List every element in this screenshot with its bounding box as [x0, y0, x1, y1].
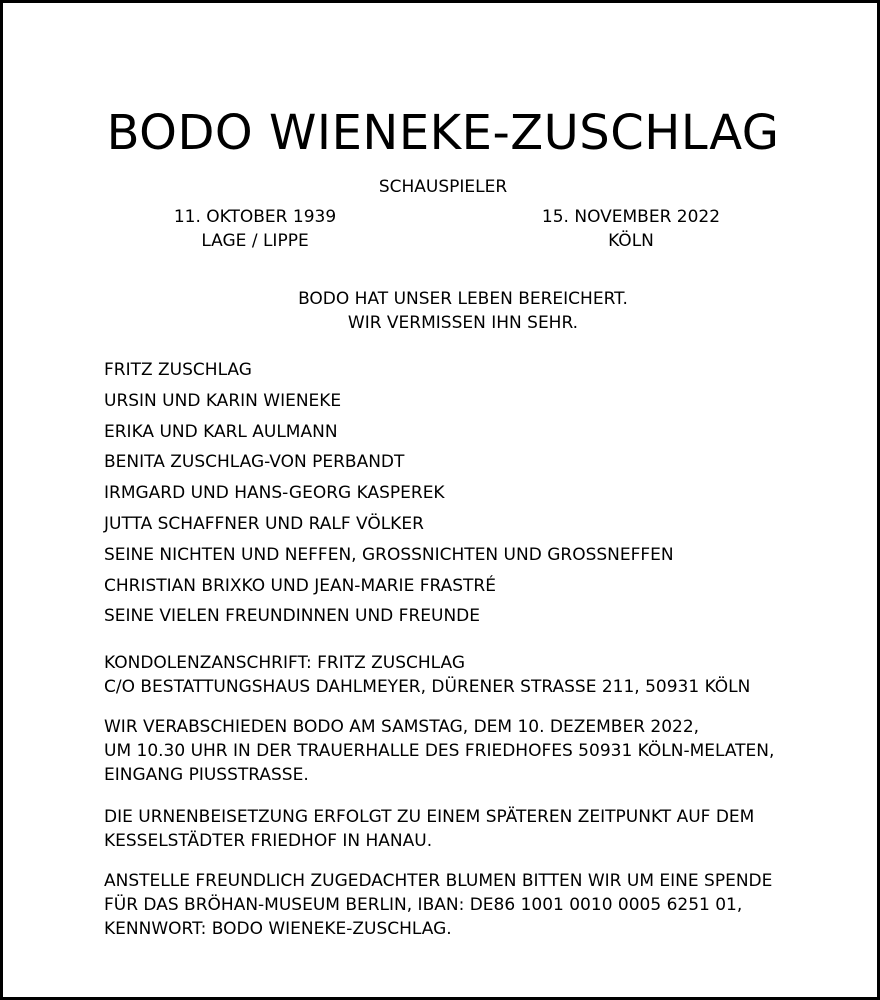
text-line: C/O BESTATTUNGSHAUS DAHLMEYER, DÜRENER STRASSE 211, 50931 KÖLN	[104, 677, 751, 697]
mourner: FRITZ ZUSCHLAG	[104, 360, 252, 380]
birth-date: 11. OKTOBER 1939	[173, 207, 337, 227]
birth-info	[105, 205, 405, 253]
birth-place: LAGE / LIPPE	[201, 231, 309, 251]
text-line: KONDOLENZANSCHRIFT: FRITZ ZUSCHLAG	[104, 653, 466, 673]
mourner: ERIKA UND KARL AULMANN	[104, 421, 338, 442]
donation-info	[104, 869, 824, 941]
burial-info	[104, 805, 824, 853]
quote-line: BODO HAT UNSER LEBEN BEREICHERT.	[298, 289, 628, 309]
farewell-info	[104, 715, 824, 787]
mourner: IRMGARD UND HANS-GEORG KASPEREK	[104, 483, 445, 504]
mourner: CHRISTIAN BRIXKO UND JEAN-MARIE FRASTRÉ	[104, 575, 496, 596]
profession: SCHAUSPIELER	[378, 177, 508, 197]
mourners-list	[104, 355, 824, 632]
condolence-address	[104, 651, 824, 699]
text-line: UM 10.30 UHR IN DER TRAUERHALLE DES FRIEDHOFES 50931 KÖLN-MELATEN,	[104, 741, 775, 761]
death-place: KÖLN	[608, 231, 654, 251]
text-line: EINGANG PIUSSTRASSE.	[104, 765, 309, 785]
text-line: KESSELSTÄDTER FRIEDHOF IN HANAU.	[104, 831, 433, 851]
text-line: WIR VERABSCHIEDEN BODO AM SAMSTAG, DEM 10. DEZEMBER 2022,	[104, 717, 700, 737]
mourner: JUTTA SCHAFFNER UND RALF VÖLKER	[104, 513, 424, 534]
quote	[3, 287, 880, 335]
text-line: KENNWORT: BODO WIENEKE-ZUSCHLAG.	[104, 919, 452, 939]
text-line: ANSTELLE FREUNDLICH ZUGEDACHTER BLUMEN BITTEN WIR UM EINE SPENDE	[104, 871, 773, 891]
text-line: FÜR DAS BRÖHAN-MUSEUM BERLIN, IBAN: DE86 1001 0010 0005 6251 01,	[104, 895, 743, 915]
mourner: SEINE VIELEN FREUNDINNEN UND FREUNDE	[104, 606, 480, 627]
quote-line: WIR VERMISSEN IHN SEHR.	[347, 313, 579, 333]
mourner: URSIN UND KARIN WIENEKE	[104, 390, 342, 411]
deceased-name: BODO WIENEKE-ZUSCHLAG	[106, 105, 780, 161]
death-info	[481, 205, 781, 253]
death-date: 15. NOVEMBER 2022	[541, 207, 721, 227]
text-line: DIE URNENBEISETZUNG ERFOLGT ZU EINEM SPÄTEREN ZEITPUNKT AUF DEM	[104, 807, 755, 827]
mourner: BENITA ZUSCHLAG-VON PERBANDT	[104, 452, 405, 473]
mourner: SEINE NICHTEN UND NEFFEN, GROSSNICHTEN UND GROSSNEFFEN	[104, 544, 674, 565]
